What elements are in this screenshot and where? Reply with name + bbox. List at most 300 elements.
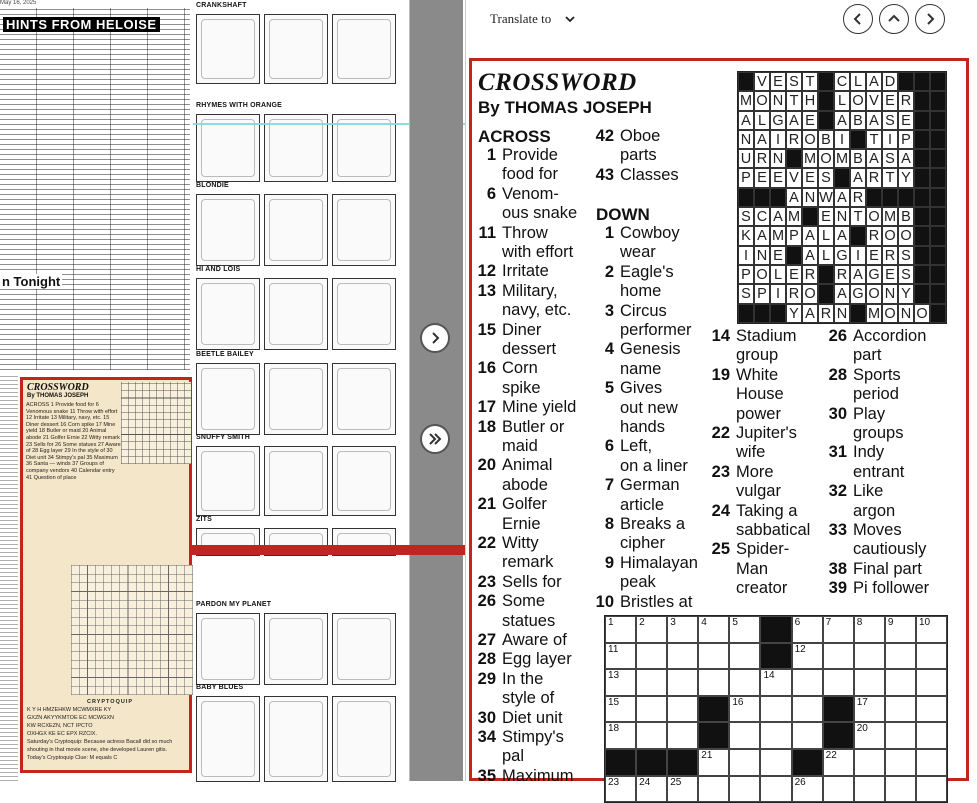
clue-text: Aware of xyxy=(502,631,567,649)
grid-cell[interactable] xyxy=(823,776,854,803)
grid-cell[interactable] xyxy=(698,749,729,776)
answer-cell xyxy=(898,72,914,91)
grid-cell[interactable] xyxy=(636,776,667,803)
grid-cell[interactable] xyxy=(636,643,667,670)
grid-cell[interactable] xyxy=(636,722,667,749)
answer-cell: N xyxy=(738,130,754,149)
grid-cell[interactable] xyxy=(854,722,885,749)
clue-item xyxy=(823,560,963,579)
previous-article-button[interactable] xyxy=(843,4,873,34)
answer-cell: I xyxy=(850,246,866,265)
clue-number: 19 xyxy=(711,365,730,384)
clue-item xyxy=(472,767,592,786)
clue-text: White House power xyxy=(736,365,784,423)
cell-number: 22 xyxy=(825,749,837,761)
clue-number: 22 xyxy=(477,534,496,552)
grid-cell[interactable] xyxy=(854,696,885,723)
answer-cell xyxy=(818,72,834,91)
grid-cell[interactable] xyxy=(605,616,636,643)
grid-cell[interactable] xyxy=(667,669,698,696)
clue-text: Sports period xyxy=(853,365,901,404)
grid-cell[interactable] xyxy=(667,643,698,670)
grid-cell[interactable] xyxy=(792,749,823,776)
grid-cell[interactable] xyxy=(729,696,760,723)
clue-number: 30 xyxy=(477,708,496,727)
answer-cell: P xyxy=(738,265,754,284)
answer-cell: A xyxy=(786,111,802,130)
answer-cell xyxy=(914,246,930,265)
answer-cell: T xyxy=(882,168,898,187)
answer-cell: S xyxy=(738,207,754,226)
clue-text: Some statues xyxy=(502,592,556,630)
cell-number: 9 xyxy=(887,617,894,628)
comic-title: BLONDIE xyxy=(196,182,229,189)
answer-cell: V xyxy=(786,168,802,187)
clue-number: 23 xyxy=(711,462,730,481)
grid-cell[interactable] xyxy=(698,696,729,723)
cell-number: 15 xyxy=(608,696,620,708)
down-heading: DOWN xyxy=(596,205,650,224)
clue-text: Pi follower xyxy=(853,579,930,598)
crossword-article xyxy=(469,58,969,788)
answer-cell: R xyxy=(882,246,898,265)
clue-item xyxy=(590,224,720,263)
answer-cell xyxy=(914,130,930,149)
grid-cell[interactable] xyxy=(823,669,854,696)
grid-cell[interactable] xyxy=(916,776,947,803)
clue-number: 12 xyxy=(477,262,496,281)
clue-text: Eagle's home xyxy=(620,262,674,301)
translate-label: Translate to xyxy=(490,11,552,26)
comic-panel xyxy=(264,446,328,516)
answer-cell: E xyxy=(754,168,770,187)
cell-number: 21 xyxy=(701,749,713,761)
crossword-byline: By THOMAS JOSEPH xyxy=(478,98,652,117)
clue-text: Gives out new hands xyxy=(620,379,678,436)
answer-cell: G xyxy=(850,284,866,303)
grid-cell[interactable] xyxy=(605,696,636,723)
grid-cell[interactable] xyxy=(667,696,698,723)
answer-cell: R xyxy=(898,91,914,110)
answer-cell: A xyxy=(770,207,786,226)
answer-cell: O xyxy=(802,284,818,303)
answer-cell: E xyxy=(770,72,786,91)
comic-title: SNUFFY SMITH xyxy=(196,434,250,441)
clue-item xyxy=(472,670,592,709)
grid-cell[interactable] xyxy=(698,616,729,643)
cell-number: 26 xyxy=(794,776,806,788)
clue-text: Egg layer xyxy=(502,650,572,669)
cell-number: 11 xyxy=(608,643,619,655)
answer-cell: K xyxy=(738,226,754,245)
grid-cell[interactable] xyxy=(605,669,636,696)
clue-item xyxy=(472,534,592,573)
comic-title: HI AND LOIS xyxy=(196,266,241,273)
grid-cell[interactable] xyxy=(760,643,791,670)
mini-crossword-title: CROSSWORD xyxy=(27,382,89,393)
cell-number: 20 xyxy=(856,723,868,735)
answer-cell: O xyxy=(866,284,882,303)
grid-cell[interactable] xyxy=(729,749,760,776)
cell-number: 5 xyxy=(732,617,738,628)
grid-cell[interactable] xyxy=(792,696,823,723)
clue-item xyxy=(472,495,592,534)
grid-cell[interactable] xyxy=(667,616,698,643)
answer-cell: R xyxy=(818,304,834,323)
chevron-down-icon xyxy=(565,15,575,23)
grid-cell[interactable] xyxy=(760,722,791,749)
grid-cell[interactable] xyxy=(792,669,823,696)
answer-cell: G xyxy=(866,265,882,284)
clue-item xyxy=(706,327,826,366)
page-thumbnail[interactable] xyxy=(0,0,410,781)
grid-cell[interactable] xyxy=(636,669,667,696)
grid-cell[interactable] xyxy=(636,749,667,776)
grid-cell[interactable] xyxy=(729,669,760,696)
grid-cell[interactable] xyxy=(916,643,947,670)
grid-cell[interactable] xyxy=(792,643,823,670)
answer-cell: R xyxy=(802,265,818,284)
answer-cell: L xyxy=(834,91,850,110)
grid-cell[interactable] xyxy=(885,643,916,670)
answer-cell: O xyxy=(754,265,770,284)
grid-cell[interactable] xyxy=(667,776,698,803)
grid-cell[interactable] xyxy=(760,669,791,696)
answer-cell: N xyxy=(754,246,770,265)
clue-number: 20 xyxy=(477,456,496,475)
clue-item xyxy=(706,540,826,598)
answer-cell xyxy=(914,188,930,207)
clue-item xyxy=(472,359,592,398)
grid-cell[interactable] xyxy=(854,616,885,643)
answer-cell xyxy=(866,188,882,207)
clue-number: 34 xyxy=(477,728,496,746)
comic-panel xyxy=(264,696,328,782)
grid-cell[interactable] xyxy=(760,776,791,803)
grid-cell[interactable] xyxy=(854,776,885,803)
grid-cell[interactable] xyxy=(792,722,823,749)
clue-number: 27 xyxy=(477,631,496,649)
answer-cell: C xyxy=(834,72,850,91)
answer-cell: E xyxy=(802,168,818,187)
comic-panel xyxy=(264,363,328,435)
answer-cell xyxy=(930,149,946,168)
answer-cell: E xyxy=(866,246,882,265)
clue-number: 3 xyxy=(604,301,614,320)
answer-cell xyxy=(738,304,754,323)
clue-text: Irritate xyxy=(502,262,549,281)
translate-dropdown[interactable] xyxy=(490,9,602,29)
cell-number: 1 xyxy=(608,617,614,628)
page-gutter xyxy=(410,0,463,781)
grid-cell[interactable] xyxy=(885,616,916,643)
clue-item xyxy=(706,424,826,463)
grid-cell[interactable] xyxy=(729,776,760,803)
answer-cell: B xyxy=(850,149,866,168)
answer-cell xyxy=(914,72,930,91)
clue-text: Himalayan peak xyxy=(620,553,698,592)
grid-cell[interactable] xyxy=(698,669,729,696)
clue-number: 24 xyxy=(711,501,730,520)
grid-cell[interactable] xyxy=(823,749,854,776)
cryptoquip-line: Today's Cryptoquip Clue: M equals C xyxy=(27,755,118,761)
answer-cell: E xyxy=(802,111,818,130)
clue-number: 43 xyxy=(595,165,614,184)
mini-crossword-clues: ACROSS 1 Provide food for 6 Venomous snake 11 Throw with effort 12 Irritate 13 Military, navy, etc. 15 Diner dessert 16 Corn spike 17 Mine yield 18 Butler or maid 20 Animal abode 21 Golfer Ernie 22 Witty remark 23 Sells for 26 Some statues 27 Aware of 28 Egg layer 29 In the style of 30 Diet unit 34 Stimpy's pal 35 Maximum 36 Santa — winds 37 Groups of company vendors 40 Calendar entry 41 Question of place xyxy=(26,402,121,481)
clue-item xyxy=(590,340,720,379)
answer-cell: N xyxy=(834,207,850,226)
column-text xyxy=(0,375,18,781)
clue-number: 32 xyxy=(828,482,847,501)
comic-panel xyxy=(196,14,260,84)
clue-text: Indy entrant xyxy=(853,443,905,481)
clue-text: Provide food for xyxy=(502,146,558,184)
clue-text: Jupiter's wife xyxy=(736,424,797,462)
answer-cell: A xyxy=(754,226,770,245)
reader-toolbar xyxy=(466,0,977,40)
cell-number: 10 xyxy=(918,617,931,628)
clue-number: 8 xyxy=(604,515,614,533)
answer-cell: R xyxy=(850,188,866,207)
answer-cell xyxy=(850,226,866,245)
grid-cell[interactable] xyxy=(605,722,636,749)
comic-title: BEETLE BAILEY xyxy=(196,351,254,358)
clue-text: Like argon xyxy=(853,482,896,520)
clue-text: Oboe parts xyxy=(620,127,661,165)
clue-text: Stimpy's pal xyxy=(502,728,564,766)
grid-cell[interactable] xyxy=(729,643,760,670)
grid-cell[interactable] xyxy=(885,669,916,696)
grid-cell[interactable] xyxy=(760,696,791,723)
clue-text: Left, on a liner xyxy=(620,437,688,475)
grid-cell[interactable] xyxy=(729,616,760,643)
answer-cell: P xyxy=(738,168,754,187)
answer-cell xyxy=(930,111,946,130)
clue-item xyxy=(472,282,592,321)
grid-cell[interactable] xyxy=(667,722,698,749)
answer-cell: M xyxy=(771,228,785,245)
grid-cell[interactable] xyxy=(916,669,947,696)
clue-text: Taking a sabbatical xyxy=(736,501,811,539)
comic-panel xyxy=(196,363,260,435)
answer-cell: N xyxy=(770,91,786,110)
chevron-right-icon xyxy=(428,331,442,345)
clue-number: 15 xyxy=(477,320,496,339)
answer-cell xyxy=(850,304,866,323)
clue-text: Breaks a cipher xyxy=(620,515,686,553)
next-page-button[interactable] xyxy=(420,323,450,353)
answer-cell xyxy=(930,72,946,91)
answer-cell xyxy=(818,265,834,284)
comic-panel xyxy=(332,446,396,516)
answer-cell: E xyxy=(882,265,898,284)
cryptoquip-lines xyxy=(27,706,193,762)
answer-cell: B xyxy=(818,130,834,149)
answer-cell xyxy=(770,304,786,323)
clue-item xyxy=(472,146,592,185)
comics-column xyxy=(193,0,401,781)
cryptoquip-line: K Y H HMZEHKW MCWMXRE KY xyxy=(27,707,112,713)
answer-cell: O xyxy=(882,226,898,245)
grid-cell[interactable] xyxy=(885,749,916,776)
cell-number: 3 xyxy=(670,617,676,628)
answer-cell: I xyxy=(770,284,786,303)
grid-cell[interactable] xyxy=(823,643,854,670)
answer-cell: S xyxy=(786,72,802,91)
chevron-up-icon xyxy=(887,12,901,26)
answer-cell xyxy=(930,168,946,187)
clue-text: Venom- ous snake xyxy=(502,184,578,223)
answer-cell: A xyxy=(754,130,770,149)
clue-item xyxy=(706,366,826,424)
answer-cell: R xyxy=(786,284,802,303)
clue-item xyxy=(706,502,826,541)
clue-item xyxy=(472,728,592,767)
grid-cell[interactable] xyxy=(636,696,667,723)
crossword-title: CROSSWORD xyxy=(478,69,637,96)
scroll-top-button[interactable] xyxy=(879,4,909,34)
hints-from-heloise-title: HINTS FROM HELOISE xyxy=(3,17,160,32)
clue-text: German article xyxy=(620,476,680,514)
answer-cell: B xyxy=(898,207,914,226)
answer-cell: S xyxy=(882,111,898,130)
answer-cell: A xyxy=(802,226,818,245)
answer-cell: I xyxy=(834,130,850,149)
grid-cell[interactable] xyxy=(605,643,636,670)
answer-cell: N xyxy=(770,149,786,168)
clue-text: Classes xyxy=(620,165,679,184)
answer-cell: P xyxy=(898,130,914,149)
grid-cell[interactable] xyxy=(636,616,667,643)
answer-cell: A xyxy=(802,246,818,265)
grid-cell[interactable] xyxy=(885,696,916,723)
clue-item xyxy=(590,263,720,302)
answer-cell: R xyxy=(866,226,882,245)
grid-cell[interactable] xyxy=(792,776,823,803)
clue-text: Butler or maid xyxy=(502,417,565,455)
answer-cell: B xyxy=(850,111,866,130)
grid-cell[interactable] xyxy=(760,749,791,776)
grid-cell[interactable] xyxy=(698,776,729,803)
grid-cell[interactable] xyxy=(823,616,854,643)
clue-text: Circus performer xyxy=(620,301,692,339)
comic-panel xyxy=(196,696,260,782)
cell-number: 16 xyxy=(732,696,744,708)
answer-cell: M xyxy=(835,151,849,168)
comic-panel xyxy=(332,696,396,782)
clue-item xyxy=(823,366,963,405)
clue-item xyxy=(590,476,720,515)
grid-cell[interactable] xyxy=(667,749,698,776)
answer-cell xyxy=(930,265,946,284)
answer-cell: A xyxy=(834,226,850,245)
grid-cell[interactable] xyxy=(854,669,885,696)
chevron-left-icon xyxy=(851,12,865,26)
cell-number: 6 xyxy=(794,617,801,628)
grid-cell[interactable] xyxy=(823,696,854,723)
answer-cell xyxy=(850,130,866,149)
answer-cell: A xyxy=(866,72,882,91)
answer-cell xyxy=(914,168,930,187)
grid-cell[interactable] xyxy=(698,722,729,749)
grid-cell[interactable] xyxy=(916,722,947,749)
cell-number: 23 xyxy=(608,776,620,788)
comic-panel xyxy=(264,278,328,350)
grid-cell[interactable] xyxy=(854,643,885,670)
grid-cell[interactable] xyxy=(823,722,854,749)
answer-cell xyxy=(930,91,946,110)
crossword-thumbnail-highlight[interactable] xyxy=(20,377,192,773)
chevron-right-icon xyxy=(923,12,937,26)
cell-number: 14 xyxy=(763,670,775,682)
clue-item xyxy=(472,321,592,360)
answer-cell: O xyxy=(850,91,866,110)
grid-cell[interactable] xyxy=(885,722,916,749)
clue-item xyxy=(823,521,963,560)
clue-number: 1 xyxy=(604,224,614,242)
clue-number: 25 xyxy=(711,540,730,559)
comic-panel xyxy=(196,194,260,266)
clue-text: Corn spike xyxy=(502,359,541,397)
answer-cell: L xyxy=(818,226,834,245)
answer-cell: A xyxy=(834,111,850,130)
cryptoquip-line: OXHGX KE EC EPX RZCIX. xyxy=(27,731,97,737)
grid-cell[interactable] xyxy=(885,776,916,803)
grid-cell[interactable] xyxy=(605,749,636,776)
grid-cell[interactable] xyxy=(916,749,947,776)
answer-cell: S xyxy=(898,265,914,284)
answer-cell: M xyxy=(787,209,801,226)
answer-cell: S xyxy=(898,246,914,265)
clue-number: 28 xyxy=(828,365,847,384)
clue-text: More vulgar xyxy=(736,462,781,501)
grid-cell[interactable] xyxy=(854,749,885,776)
last-page-button[interactable] xyxy=(420,424,450,454)
answer-cell: M xyxy=(803,151,817,168)
clue-text: Stadium group xyxy=(736,327,797,365)
clue-item xyxy=(472,650,592,669)
answer-cell: G xyxy=(770,111,786,130)
grid-cell[interactable] xyxy=(605,776,636,803)
clue-text: Throw with effort xyxy=(502,223,574,261)
comic-title: RHYMES WITH ORANGE xyxy=(196,102,283,109)
comic-panel xyxy=(332,613,396,685)
answer-cell: S xyxy=(882,149,898,168)
clue-number: 14 xyxy=(711,327,730,345)
clue-number: 6 xyxy=(604,437,614,456)
grid-cell[interactable] xyxy=(698,643,729,670)
clue-item xyxy=(472,709,592,728)
grid-cell[interactable] xyxy=(760,616,791,643)
clue-item xyxy=(823,405,963,444)
grid-cell[interactable] xyxy=(916,696,947,723)
answer-cell xyxy=(882,188,898,207)
clue-number: 35 xyxy=(477,766,496,785)
grid-cell[interactable] xyxy=(729,722,760,749)
answer-cell: A xyxy=(898,149,914,168)
mini-answer-grid xyxy=(121,382,191,464)
answer-cell: S xyxy=(818,168,834,187)
answer-cell xyxy=(914,111,930,130)
clue-item xyxy=(472,456,592,495)
grid-cell[interactable] xyxy=(792,616,823,643)
previous-answer-grid xyxy=(737,71,947,324)
next-article-button[interactable] xyxy=(915,4,945,34)
answer-cell xyxy=(930,130,946,149)
clue-item xyxy=(590,554,720,593)
clue-number: 29 xyxy=(477,669,496,688)
grid-cell[interactable] xyxy=(916,616,947,643)
